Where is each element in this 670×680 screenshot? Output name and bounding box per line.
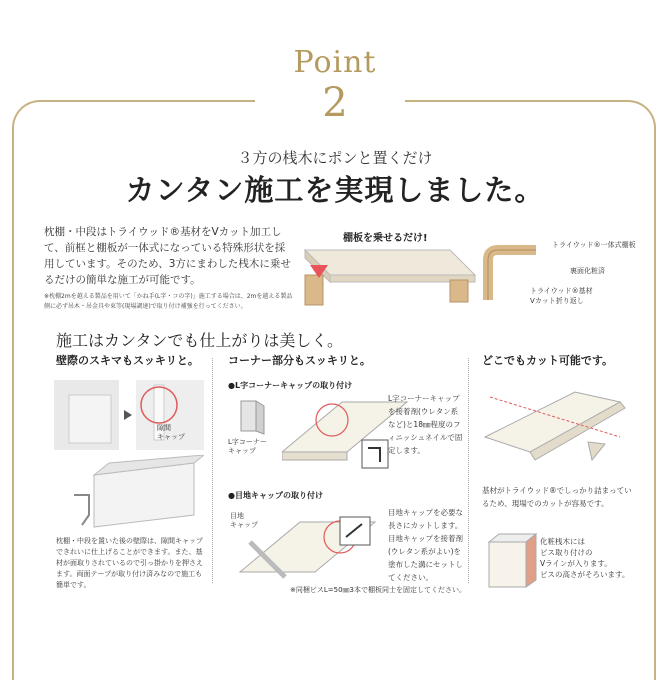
joint-cap-label: 目地 キャップ <box>230 512 258 529</box>
corner-cap-label: L字コーナー キャップ <box>228 438 267 455</box>
headline: カンタン施工を実現しました。 <box>125 173 545 207</box>
divider-1 <box>212 358 213 583</box>
joint-diagram <box>230 502 380 582</box>
subtitle: ３方の桟木にポンと置くだけ <box>237 149 433 167</box>
joint-footnote: ※同梱ビスL=50㎜3本で棚板同士を固定してください。 <box>290 586 466 594</box>
l-corner-cap-icon <box>236 396 266 436</box>
badge-label: 棚板を乗せるだけ! <box>340 228 431 245</box>
joint-subtitle: ●目地キャップの取り付け <box>228 491 323 500</box>
divider-2 <box>468 358 469 583</box>
joint-desc: 目地キャップを必要な長さにカットします。目地キャップを接着剤(ウレタン系がよい)を塗布した溝にセットしてください。 <box>388 508 463 582</box>
gap-cap-label: 隙間 キャップ <box>157 424 185 441</box>
col1-heading: 壁際のスキマもスッキリと。 <box>56 354 199 367</box>
col3-desc1: 基材がトライウッド®でしっかり詰まっているため、現場でのカットが容易です。 <box>482 486 632 508</box>
label-base: トライウッド®基材 Vカット折り返し <box>530 287 593 305</box>
col3-heading: どこでもカット可能です。 <box>482 354 614 367</box>
profile-diagram <box>478 240 538 310</box>
col2-heading: コーナー部分もスッキリと。 <box>228 354 371 367</box>
wall-cap-diagram <box>54 455 204 535</box>
intro-text: 枕棚・中段はトライウッド®基材をVカット加工して、前框と棚板が一体式になっている特殊形状を採用しています。そのため、3方にまわした桟木に乗せるだけの簡単な施工が可能です。 <box>44 226 291 286</box>
cut-diagram <box>480 382 630 477</box>
point-word: Point <box>293 45 377 80</box>
point-number: 2 <box>322 80 348 126</box>
label-shelf: トライウッド®一体式棚板 <box>552 241 636 249</box>
col3-desc2: 化粧桟木には ビス取り付けの Vラインが入ります。 ビスの高さがそろいます。 <box>540 537 630 579</box>
col1-desc: 枕棚・中段を置いた後の壁際は、隙間キャップできれいに仕上げることができます。また、基材が面取りされているので引っ掛かりを押さえます。両面テープが取り付け済みなので施工も簡単です。 <box>56 537 203 589</box>
batten-icon <box>484 532 544 590</box>
intro-note: ※枕棚2mを越える製品を用いて「かね手(L字・コの字)」施工する場合は、2mを越える製品側に必ず吊木・吊金具や束等(現場調達)で取り付け補強を行ってください。 <box>44 293 293 310</box>
corner-desc: L字コーナーキャップを接着剤(ウレタン系など)と18㎜程度のフィニッシュネイルで固定します。 <box>388 394 463 455</box>
label-finish: 裏面化粧済 <box>570 267 605 275</box>
l-corner-subtitle: ●L字コーナーキャップの取り付け <box>228 381 353 390</box>
section-title: 施工はカンタンでも仕上がりは美しく。 <box>56 331 344 350</box>
